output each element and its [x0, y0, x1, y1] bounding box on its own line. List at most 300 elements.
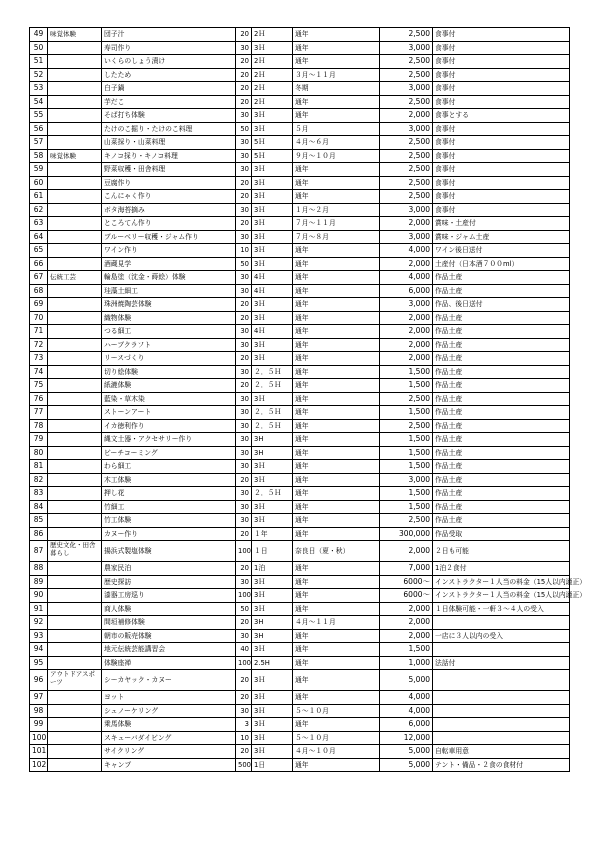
duration-cell: 3Ｈ: [252, 203, 293, 217]
category-cell: [48, 82, 102, 96]
season-cell: 通年: [293, 691, 380, 705]
row-number: 49: [30, 28, 48, 42]
capacity-cell: 20: [236, 55, 252, 69]
row-number: 85: [30, 514, 48, 528]
season-cell: 通年: [293, 325, 380, 339]
season-cell: 通年: [293, 95, 380, 109]
season-cell: 通年: [293, 163, 380, 177]
category-cell: [48, 656, 102, 670]
price-cell: 2,000: [380, 217, 433, 231]
row-number: 94: [30, 643, 48, 657]
price-cell: 2,500: [380, 392, 433, 406]
note-cell: インストラクター１人当の料金（15人以内適正）: [433, 589, 570, 603]
price-cell: 6,000: [380, 284, 433, 298]
duration-cell: 3Ｈ: [252, 176, 293, 190]
row-number: 75: [30, 379, 48, 393]
activity-name-cell: 輪島塗（沈金・蒔絵）体験: [102, 271, 236, 285]
season-cell: 通年: [293, 670, 380, 691]
category-cell: [48, 589, 102, 603]
season-cell: 通年: [293, 718, 380, 732]
note-cell: 作品土産: [433, 487, 570, 501]
price-cell: 2,000: [380, 257, 433, 271]
season-cell: 通年: [293, 379, 380, 393]
season-cell: 通年: [293, 643, 380, 657]
note-cell: 作品土産: [433, 433, 570, 447]
note-cell: 賞味・ジャム土産: [433, 230, 570, 244]
activity-name-cell: シーカヤック・カヌー: [102, 670, 236, 691]
row-number: 83: [30, 487, 48, 501]
capacity-cell: 20: [236, 176, 252, 190]
category-cell: [48, 460, 102, 474]
capacity-cell: 20: [236, 691, 252, 705]
activity-name-cell: 竹工体験: [102, 514, 236, 528]
table-row: [30, 28, 570, 42]
capacity-cell: 30: [236, 500, 252, 514]
duration-cell: ２．５Ｈ: [252, 419, 293, 433]
season-cell: 通年: [293, 514, 380, 528]
duration-cell: 3Ｈ: [252, 731, 293, 745]
activity-name-cell: スキューバダイビング: [102, 731, 236, 745]
duration-cell: 3Ｈ: [252, 473, 293, 487]
row-number: 82: [30, 473, 48, 487]
table-row: [30, 670, 570, 691]
price-cell: 12,000: [380, 731, 433, 745]
activity-name-cell: わら細工: [102, 460, 236, 474]
season-cell: 通年: [293, 433, 380, 447]
category-cell: [48, 203, 102, 217]
capacity-cell: 20: [236, 311, 252, 325]
note-cell: 自転車用意: [433, 745, 570, 759]
note-cell: [433, 691, 570, 705]
duration-cell: 3Ｈ: [252, 643, 293, 657]
capacity-cell: 20: [236, 379, 252, 393]
category-cell: [48, 298, 102, 312]
table-row: [30, 514, 570, 528]
capacity-cell: 30: [236, 136, 252, 150]
category-cell: [48, 244, 102, 258]
activity-name-cell: 商人体験: [102, 602, 236, 616]
row-number: 87: [30, 541, 48, 562]
duration-cell: 2Ｈ: [252, 55, 293, 69]
row-number: 65: [30, 244, 48, 258]
capacity-cell: 30: [236, 446, 252, 460]
category-cell: 歴史文化・田舎暮らし: [48, 541, 102, 562]
price-cell: 5,000: [380, 758, 433, 772]
category-cell: [48, 629, 102, 643]
table-row: [30, 589, 570, 603]
duration-cell: 3Ｈ: [252, 109, 293, 123]
experience-table: [29, 27, 587, 772]
activity-name-cell: リースづくり: [102, 352, 236, 366]
duration-cell: 4Ｈ: [252, 325, 293, 339]
note-cell: 作品受取: [433, 527, 570, 541]
note-cell: 食事付: [433, 203, 570, 217]
capacity-cell: 20: [236, 562, 252, 576]
note-cell: 食事付: [433, 82, 570, 96]
price-cell: 2,000: [380, 352, 433, 366]
category-cell: [48, 136, 102, 150]
activity-name-cell: キノコ採り・キノコ料理: [102, 149, 236, 163]
duration-cell: ２．５Ｈ: [252, 379, 293, 393]
capacity-cell: 3: [236, 718, 252, 732]
category-cell: [48, 616, 102, 630]
price-cell: 4,000: [380, 704, 433, 718]
category-cell: [48, 718, 102, 732]
table-row: [30, 55, 570, 69]
row-number: 81: [30, 460, 48, 474]
table-row: [30, 271, 570, 285]
capacity-cell: 30: [236, 203, 252, 217]
price-cell: 2,500: [380, 55, 433, 69]
row-number: 95: [30, 656, 48, 670]
category-cell: [48, 575, 102, 589]
note-cell: ワイン後日送付: [433, 244, 570, 258]
table-row: [30, 758, 570, 772]
table-row: [30, 379, 570, 393]
note-cell: ２日も可能: [433, 541, 570, 562]
season-cell: 通年: [293, 406, 380, 420]
capacity-cell: 10: [236, 731, 252, 745]
activity-name-cell: 豆腐作り: [102, 176, 236, 190]
season-cell: ４月～１１月: [293, 616, 380, 630]
category-cell: [48, 691, 102, 705]
price-cell: 3,000: [380, 203, 433, 217]
row-number: 92: [30, 616, 48, 630]
season-cell: 通年: [293, 758, 380, 772]
row-number: 79: [30, 433, 48, 447]
price-cell: 6,000: [380, 718, 433, 732]
price-cell: 2,500: [380, 28, 433, 42]
season-cell: 通年: [293, 629, 380, 643]
table-row: [30, 109, 570, 123]
season-cell: 通年: [293, 55, 380, 69]
duration-cell: １年: [252, 527, 293, 541]
price-cell: 6000～: [380, 575, 433, 589]
price-cell: 4,000: [380, 244, 433, 258]
category-cell: [48, 379, 102, 393]
note-cell: 作品土産: [433, 379, 570, 393]
capacity-cell: 30: [236, 704, 252, 718]
category-cell: [48, 163, 102, 177]
category-cell: [48, 325, 102, 339]
activity-name-cell: 山菜採り・山菜料理: [102, 136, 236, 150]
category-cell: [48, 176, 102, 190]
note-cell: 食事付: [433, 55, 570, 69]
row-number: 58: [30, 149, 48, 163]
table-row: [30, 460, 570, 474]
season-cell: ５月: [293, 122, 380, 136]
table-row: [30, 392, 570, 406]
season-cell: 通年: [293, 271, 380, 285]
note-cell: 食事付: [433, 122, 570, 136]
duration-cell: 3H: [252, 446, 293, 460]
activity-name-cell: 紙漉体験: [102, 379, 236, 393]
row-number: 61: [30, 190, 48, 204]
table-row: [30, 190, 570, 204]
season-cell: ７月～８月: [293, 230, 380, 244]
capacity-cell: 20: [236, 473, 252, 487]
capacity-cell: 30: [236, 392, 252, 406]
season-cell: 通年: [293, 527, 380, 541]
row-number: 52: [30, 68, 48, 82]
duration-cell: 3Ｈ: [252, 190, 293, 204]
note-cell: 食事付: [433, 95, 570, 109]
duration-cell: 2Ｈ: [252, 28, 293, 42]
table-row: [30, 704, 570, 718]
note-cell: [433, 704, 570, 718]
duration-cell: ２．５Ｈ: [252, 487, 293, 501]
capacity-cell: 30: [236, 629, 252, 643]
price-cell: 300,000: [380, 527, 433, 541]
duration-cell: 3Ｈ: [252, 298, 293, 312]
note-cell: 土産付（日本酒７００ml）: [433, 257, 570, 271]
duration-cell: ２．５Ｈ: [252, 365, 293, 379]
category-cell: [48, 338, 102, 352]
note-cell: テント・備品・２食の食材付: [433, 758, 570, 772]
table-row: [30, 446, 570, 460]
price-cell: 4,000: [380, 691, 433, 705]
price-cell: 1,000: [380, 656, 433, 670]
price-cell: 2,500: [380, 95, 433, 109]
activity-name-cell: ハーブクラフト: [102, 338, 236, 352]
season-cell: １月～２月: [293, 203, 380, 217]
note-cell: [433, 616, 570, 630]
row-number: 74: [30, 365, 48, 379]
table-row: [30, 487, 570, 501]
duration-cell: 3Ｈ: [252, 500, 293, 514]
note-cell: インストラクター１人当の料金（15人以内適正）: [433, 575, 570, 589]
duration-cell: 5Ｈ: [252, 149, 293, 163]
note-cell: 作品土産: [433, 406, 570, 420]
table-row: [30, 419, 570, 433]
duration-cell: 3Ｈ: [252, 460, 293, 474]
note-cell: 作品土産: [433, 271, 570, 285]
capacity-cell: 20: [236, 68, 252, 82]
duration-cell: 3Ｈ: [252, 602, 293, 616]
category-cell: アウトドアスポーツ: [48, 670, 102, 691]
capacity-cell: 10: [236, 244, 252, 258]
duration-cell: 3H: [252, 433, 293, 447]
note-cell: 一店に３人以内の受入: [433, 629, 570, 643]
capacity-cell: 20: [236, 527, 252, 541]
table-row: [30, 95, 570, 109]
capacity-cell: 30: [236, 514, 252, 528]
price-cell: 3,000: [380, 82, 433, 96]
table-row: [30, 41, 570, 55]
table-row: [30, 284, 570, 298]
price-cell: 1,500: [380, 487, 433, 501]
activity-name-cell: シュノーケリング: [102, 704, 236, 718]
activity-name-cell: 藍染・草木染: [102, 392, 236, 406]
activity-name-cell: こんにゃく作り: [102, 190, 236, 204]
activity-name-cell: 漆器工房巡り: [102, 589, 236, 603]
table-row: [30, 298, 570, 312]
row-number: 90: [30, 589, 48, 603]
capacity-cell: 20: [236, 352, 252, 366]
price-cell: 5,000: [380, 670, 433, 691]
table-row: [30, 325, 570, 339]
table-row: [30, 365, 570, 379]
row-number: 72: [30, 338, 48, 352]
row-number: 51: [30, 55, 48, 69]
duration-cell: 3Ｈ: [252, 514, 293, 528]
note-cell: 食事付: [433, 68, 570, 82]
note-cell: 作品、後日送付: [433, 298, 570, 312]
row-number: 73: [30, 352, 48, 366]
price-cell: 7,000: [380, 562, 433, 576]
season-cell: 通年: [293, 176, 380, 190]
note-cell: 食事とする: [433, 109, 570, 123]
table-row: [30, 230, 570, 244]
capacity-cell: 30: [236, 109, 252, 123]
capacity-cell: 20: [236, 190, 252, 204]
duration-cell: 3Ｈ: [252, 244, 293, 258]
price-cell: 2,500: [380, 68, 433, 82]
table-row: [30, 257, 570, 271]
category-cell: [48, 562, 102, 576]
capacity-cell: 20: [236, 298, 252, 312]
activity-name-cell: 織物体験: [102, 311, 236, 325]
table-row: [30, 163, 570, 177]
table-row: [30, 433, 570, 447]
price-cell: 2,000: [380, 602, 433, 616]
row-number: 91: [30, 602, 48, 616]
activity-name-cell: つる細工: [102, 325, 236, 339]
category-cell: [48, 230, 102, 244]
activity-name-cell: 乗馬体験: [102, 718, 236, 732]
capacity-cell: 30: [236, 284, 252, 298]
category-cell: [48, 311, 102, 325]
category-cell: [48, 352, 102, 366]
table-row: [30, 203, 570, 217]
capacity-cell: 30: [236, 460, 252, 474]
duration-cell: 4Ｈ: [252, 271, 293, 285]
activity-name-cell: 竹細工: [102, 500, 236, 514]
capacity-cell: 20: [236, 616, 252, 630]
activity-name-cell: キャンプ: [102, 758, 236, 772]
category-cell: [48, 602, 102, 616]
table-row: [30, 731, 570, 745]
season-cell: ５～１０月: [293, 731, 380, 745]
activity-name-cell: 歴史探訪: [102, 575, 236, 589]
note-cell: 賞味・土産付: [433, 217, 570, 231]
season-cell: 通年: [293, 41, 380, 55]
activity-name-cell: 野菜収穫・田舎料理: [102, 163, 236, 177]
season-cell: 通年: [293, 257, 380, 271]
table-row: [30, 406, 570, 420]
table-row: [30, 217, 570, 231]
season-cell: 冬期: [293, 82, 380, 96]
category-cell: [48, 217, 102, 231]
capacity-cell: 30: [236, 149, 252, 163]
season-cell: 奈良日（夏・秋）: [293, 541, 380, 562]
table-row: [30, 82, 570, 96]
note-cell: [433, 643, 570, 657]
season-cell: 通年: [293, 656, 380, 670]
duration-cell: 3H: [252, 629, 293, 643]
price-cell: 1,500: [380, 643, 433, 657]
category-cell: [48, 95, 102, 109]
activity-name-cell: 農家民泊: [102, 562, 236, 576]
activity-name-cell: ボタ海苔摘み: [102, 203, 236, 217]
activity-name-cell: いくらのしょう漬け: [102, 55, 236, 69]
season-cell: 通年: [293, 352, 380, 366]
capacity-cell: 20: [236, 82, 252, 96]
activity-name-cell: ヨット: [102, 691, 236, 705]
duration-cell: 3Ｈ: [252, 311, 293, 325]
season-cell: 通年: [293, 419, 380, 433]
activity-name-cell: 間垣補修体験: [102, 616, 236, 630]
table-row: [30, 352, 570, 366]
capacity-cell: 30: [236, 433, 252, 447]
category-cell: [48, 41, 102, 55]
price-cell: 2,000: [380, 616, 433, 630]
table-row: [30, 643, 570, 657]
duration-cell: 3Ｈ: [252, 163, 293, 177]
note-cell: 作品土産: [433, 514, 570, 528]
category-cell: [48, 433, 102, 447]
activity-name-cell: 寿司作り: [102, 41, 236, 55]
season-cell: 通年: [293, 473, 380, 487]
duration-cell: 3Ｈ: [252, 589, 293, 603]
price-cell: 2,500: [380, 136, 433, 150]
price-cell: 1,500: [380, 500, 433, 514]
note-cell: 食事付: [433, 190, 570, 204]
duration-cell: 3H: [252, 616, 293, 630]
row-number: 80: [30, 446, 48, 460]
category-cell: [48, 284, 102, 298]
table-row: [30, 500, 570, 514]
category-cell: [48, 392, 102, 406]
category-cell: [48, 487, 102, 501]
row-number: 59: [30, 163, 48, 177]
table-row: [30, 616, 570, 630]
row-number: 89: [30, 575, 48, 589]
season-cell: ４月～１０月: [293, 745, 380, 759]
capacity-cell: 100: [236, 589, 252, 603]
activity-name-cell: 切り絵体験: [102, 365, 236, 379]
capacity-cell: 20: [236, 28, 252, 42]
row-number: 84: [30, 500, 48, 514]
season-cell: 通年: [293, 311, 380, 325]
price-cell: 2,000: [380, 338, 433, 352]
duration-cell: 2Ｈ: [252, 82, 293, 96]
duration-cell: 3Ｈ: [252, 122, 293, 136]
row-number: 97: [30, 691, 48, 705]
category-cell: [48, 473, 102, 487]
duration-cell: 3Ｈ: [252, 691, 293, 705]
row-number: 63: [30, 217, 48, 231]
note-cell: 1泊２食付: [433, 562, 570, 576]
table-row: [30, 244, 570, 258]
table-row: [30, 602, 570, 616]
season-cell: 通年: [293, 392, 380, 406]
experience-table-sheet: [29, 27, 587, 772]
capacity-cell: 100: [236, 656, 252, 670]
capacity-cell: 20: [236, 95, 252, 109]
activity-name-cell: 地元伝統芸能講習会: [102, 643, 236, 657]
category-cell: [48, 745, 102, 759]
price-cell: 1,500: [380, 446, 433, 460]
activity-name-cell: サイクリング: [102, 745, 236, 759]
price-cell: 3,000: [380, 41, 433, 55]
season-cell: ３月～１１月: [293, 68, 380, 82]
season-cell: 通年: [293, 446, 380, 460]
category-cell: [48, 257, 102, 271]
category-cell: 味覚体験: [48, 149, 102, 163]
duration-cell: 3Ｈ: [252, 670, 293, 691]
row-number: 71: [30, 325, 48, 339]
